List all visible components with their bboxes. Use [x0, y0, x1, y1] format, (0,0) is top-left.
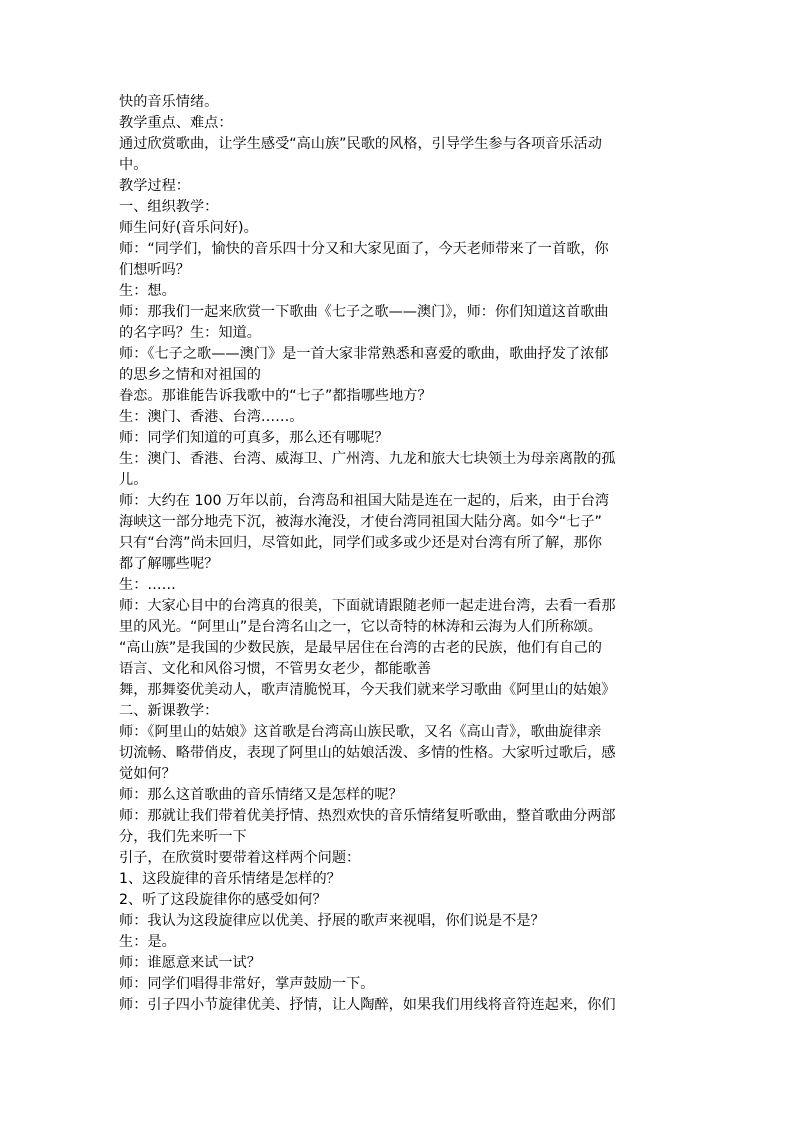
text-line: “高山族”是我国的少数民族，是最早居住在台湾的古老的民族，他们有自己的: [119, 640, 602, 656]
text-line: 师：大约在 100 万年以前，台湾岛和祖国大陆是连在一起的，后来，由于台湾: [119, 493, 610, 509]
text-line: 1、这段旋律的音乐情绪是怎样的？: [119, 871, 341, 887]
text-line: 快的音乐情绪。: [119, 94, 219, 110]
text-line: 中。: [119, 157, 148, 173]
text-line: 师：谁愿意来试一试？: [119, 955, 261, 971]
text-line: 生：想。: [119, 283, 176, 299]
text-line: 师：《阿里山的姑娘》这首歌是台湾高山族民歌，又名《高山青》，歌曲旋律亲: [119, 724, 602, 740]
text-line: 师：那我们一起来欣赏一下歌曲《七子之歌——澳门》，师：你们知道这首歌曲: [119, 304, 609, 320]
text-line: 切流畅、略带俏皮，表现了阿里山的姑娘活泼、多情的性格。大家听过歌后，感: [119, 745, 616, 761]
text-line: 师：引子四小节旋律优美、抒情，让人陶醉，如果我们用线将音符连起来，你们: [119, 997, 616, 1013]
text-line: 儿。: [119, 472, 148, 488]
text-line: 舞，那舞姿优美动人，歌声清脆悦耳，今天我们就来学习歌曲《阿里山的姑娘》: [119, 682, 616, 698]
text-line: 师：我认为这段旋律应以优美、抒展的歌声来视唱，你们说是不是？: [119, 913, 545, 929]
text-line: 都了解哪些呢？: [119, 556, 219, 572]
text-line: 里的风光。“阿里山”是台湾名山之一，它以奇特的林涛和云海为人们所称颂。: [119, 619, 602, 635]
text-line: 师：“同学们，愉快的音乐四十分又和大家见面了，今天老师带来了一首歌，你: [119, 241, 609, 257]
text-line: 的思乡之情和对祖国的: [119, 367, 261, 383]
text-line: 师：那就让我们带着优美抒情、热烈欢快的音乐情绪复听歌曲，整首歌曲分两部: [119, 808, 616, 824]
text-line: 眷恋。那谁能告诉我歌中的“七子”都指哪些地方？: [119, 388, 432, 404]
text-line: 师：那么这首歌曲的音乐情绪又是怎样的呢？: [119, 787, 403, 803]
document-page: [119, 92, 679, 1016]
text-line: 师：大家心目中的台湾真的很美，下面就请跟随老师一起走进台湾，去看一看那: [119, 598, 616, 614]
text-line: 教学重点、难点：: [119, 115, 233, 131]
text-line: 生：澳门、香港、台湾、威海卫、广州湾、九龙和旅大七块领土为母亲离散的孤: [119, 451, 616, 467]
text-line: 只有“台湾”尚未回归，尽管如此，同学们或多或少还是对台湾有所了解，那你: [119, 535, 602, 551]
text-line: 分，我们先来听一下: [119, 829, 247, 845]
text-line: 通过欣赏歌曲，让学生感受“高山族”民歌的风格，引导学生参与各项音乐活动: [119, 136, 602, 152]
text-line: 师：《七子之歌——澳门》是一首大家非常熟悉和喜爱的歌曲，歌曲抒发了浓郁: [119, 346, 609, 362]
text-line: 生：是。: [119, 934, 176, 950]
text-line: 的名字吗？生：知道。: [119, 325, 261, 341]
text-line: 们想听吗？: [119, 262, 190, 278]
text-line: 海峡这一部分地壳下沉，被海水淹没，才使台湾同祖国大陆分离。如今“七子”: [119, 514, 602, 530]
text-line: 师生问好(音乐问好)。: [119, 220, 258, 236]
text-line: 觉如何？: [119, 766, 176, 782]
text-line: 师：同学们唱得非常好，掌声鼓励一下。: [119, 976, 375, 992]
text-line: 生：澳门、香港、台湾……。: [119, 409, 304, 425]
text-line: 引子，在欣赏时要带着这样两个问题：: [119, 850, 361, 866]
text-line: 二、新课教学：: [119, 703, 219, 719]
text-line: 2、听了这段旋律你的感受如何？: [119, 892, 327, 908]
text-line: 一、组织教学：: [119, 199, 219, 215]
text-line: 师：同学们知道的可真多，那么还有哪呢？: [119, 430, 389, 446]
text-line: 教学过程：: [119, 178, 190, 194]
text-line: 语言、文化和风俗习惯，不管男女老少，都能歌善: [119, 661, 432, 677]
text-line: 生：……: [119, 577, 176, 593]
